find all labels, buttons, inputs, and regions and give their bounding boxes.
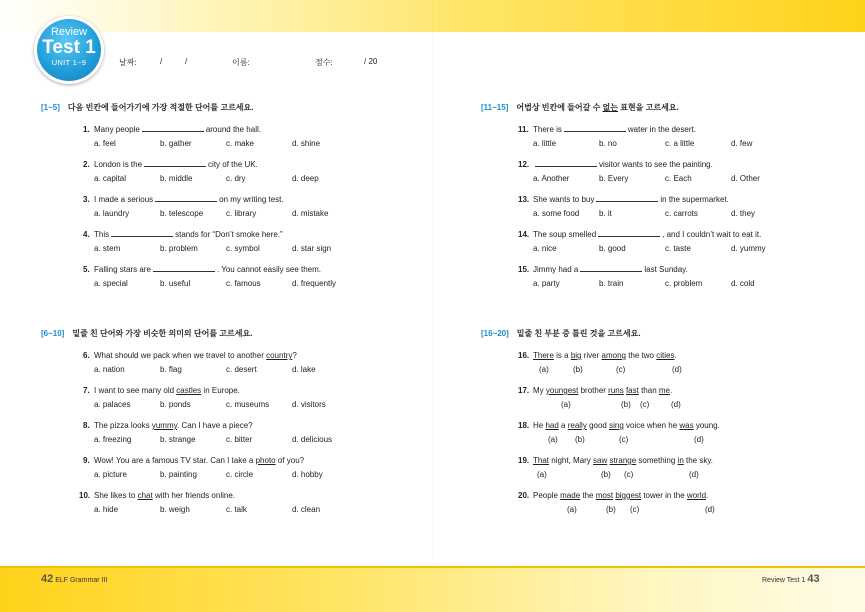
option-b: b. ponds (160, 400, 191, 409)
book-title: ELF Grammar III (55, 577, 108, 584)
option-b: b. no (599, 139, 617, 148)
section-6-10-title: [6~10] 밑줄 친 단어와 가장 비슷한 의미의 단어를 고르세요. (41, 329, 253, 338)
score-total: / 20 (364, 57, 378, 66)
name-label: 이름: (232, 58, 250, 67)
option-c: c. circle (226, 470, 254, 479)
option-d: d. delicious (292, 435, 333, 444)
option-d: d. star sign (292, 244, 332, 253)
test-title: Review Test 1 (762, 577, 806, 584)
option-c: c. bitter (226, 435, 253, 444)
left-page-number: 42 (41, 573, 54, 585)
review-test-badge (34, 16, 104, 84)
label-d: (d) (671, 400, 681, 409)
question-5: 5. Falling stars are . You cannot easily see them. a. special b. useful c. famous d. frequently (83, 265, 337, 288)
option-b: b. middle (160, 174, 193, 183)
question-12: 12. visitor wants to see the painting. a. Another b. Every c. Each d. Other (518, 160, 760, 183)
label-b: (b) (575, 435, 585, 444)
question-1: 1. Many people around the hall. a. feel b. gather c. make d. shine (83, 125, 321, 148)
option-a: a. hide (94, 505, 119, 514)
question-18: 18. He had a really good sing voice when he was young. (a) (b) (c) (d) (518, 421, 720, 444)
page-fold (432, 0, 433, 612)
question-9: 9. Wow! You are a famous TV star. Can I take a photo of you? a. picture b. painting c. circle d. hobby (83, 456, 323, 479)
option-b: b. telescope (160, 209, 204, 218)
label-a: (a) (537, 470, 547, 479)
option-a: a. palaces (94, 400, 131, 409)
option-d: d. frequently (292, 279, 337, 288)
option-d: d. lake (292, 365, 316, 374)
label-c: (c) (624, 470, 634, 479)
option-d: d. shine (292, 139, 321, 148)
question-11: 11. There is water in the desert. a. little b. no c. a little d. few (518, 125, 753, 148)
option-b: b. painting (160, 470, 197, 479)
date-label: 날짜: (119, 58, 137, 67)
label-d: (d) (694, 435, 704, 444)
label-c: (c) (616, 365, 626, 374)
option-c: c. library (226, 209, 257, 218)
option-b: b. Every (599, 174, 629, 183)
option-c: c. Each (665, 174, 692, 183)
label-d: (d) (689, 470, 699, 479)
option-a: a. some food (533, 209, 580, 218)
option-c: c. symbol (226, 244, 260, 253)
question-10: 10. She likes to chat with her friends online. a. hide b. weigh c. talk d. clean (79, 491, 321, 514)
option-b: b. train (599, 279, 624, 288)
question-20: 20. People made the most biggest tower in the world. (a) (b) (c) (d) (518, 491, 715, 514)
option-b: b. problem (160, 244, 198, 253)
question-4: 4. This stands for “Don’t smoke here.” a. stem b. problem c. symbol d. star sign (83, 230, 332, 253)
answer-blank (142, 124, 204, 132)
option-a: a. feel (94, 139, 116, 148)
question-15: 15. Jimmy had a last Sunday. a. party b. train c. problem d. cold (518, 265, 755, 288)
label-a: (a) (548, 435, 558, 444)
answer-blank (598, 229, 660, 237)
label-c: (c) (640, 400, 650, 409)
option-b: b. flag (160, 365, 182, 374)
option-a: a. special (94, 279, 128, 288)
option-c: c. taste (665, 244, 691, 253)
question-8: 8. The pizza looks yummy. Can I have a piece? a. freezing b. strange c. bitter d. delicious (83, 421, 333, 444)
question-16: 16. There is a big river among the two cities. (a) (b) (c) (d) (518, 351, 682, 374)
date-slash-1: / (160, 57, 163, 66)
answer-blank (111, 229, 173, 237)
option-d: d. clean (292, 505, 321, 514)
option-d: d. cold (731, 279, 755, 288)
option-c: c. famous (226, 279, 261, 288)
option-a: a. capital (94, 174, 127, 183)
label-c: (c) (630, 505, 640, 514)
answer-blank (596, 194, 658, 202)
right-page-number: 43 (807, 573, 820, 585)
footer-left (41, 573, 107, 585)
option-a: a. little (533, 139, 557, 148)
label-b: (b) (621, 400, 631, 409)
option-c: c. make (226, 139, 255, 148)
date-slash-2: / (185, 57, 188, 66)
question-14: 14. The soup smelled , and I couldn’t wait to eat it. a. nice b. good c. taste d. yummy (518, 230, 766, 253)
option-a: a. picture (94, 470, 127, 479)
label-d: (d) (705, 505, 715, 514)
option-d: d. Other (731, 174, 760, 183)
label-a: (a) (539, 365, 549, 374)
question-19: 19. That night, Mary saw strange something in the sky. (a) (b) (c) (d) (518, 456, 713, 479)
option-b: b. strange (160, 435, 196, 444)
question-17: 17. My youngest brother runs fast than me. (a) (b) (c) (d) (518, 386, 681, 409)
question-2: 2. London is the city of the UK. a. capital b. middle c. dry d. deep (83, 160, 319, 183)
option-a: a. laundry (94, 209, 130, 218)
label-c: (c) (619, 435, 629, 444)
option-a: a. stem (94, 244, 121, 253)
option-c: c. desert (226, 365, 257, 374)
question-7: 7. I want to see many old castles in Europe. a. palaces b. ponds c. museums d. visitors (83, 386, 326, 409)
question-3: 3. I made a serious on my writing test. a. laundry b. telescope c. library d. mistake (83, 195, 329, 218)
option-d: d. few (731, 139, 753, 148)
section-11-15-title: [11~15] 어법상 빈칸에 들어갈 수 없는 표현을 고르세요. (481, 103, 679, 112)
option-b: b. weigh (160, 505, 190, 514)
option-c: c. problem (665, 279, 703, 288)
option-a: a. party (533, 279, 560, 288)
question-13: 13. She wants to buy in the supermarket. a. some food b. it c. carrots d. they (518, 195, 756, 218)
label-b: (b) (573, 365, 583, 374)
answer-blank (155, 194, 217, 202)
option-c: c. talk (226, 505, 247, 514)
question-6: 6. What should we pack when we travel to another country? a. nation b. flag c. desert d. lake (83, 351, 316, 374)
option-b: b. gather (160, 139, 192, 148)
option-d: d. they (731, 209, 756, 218)
label-a: (a) (567, 505, 577, 514)
option-b: b. it (599, 209, 612, 218)
option-a: a. Another (533, 174, 570, 183)
option-d: d. hobby (292, 470, 323, 479)
option-b: b. good (599, 244, 626, 253)
answer-blank (564, 124, 626, 132)
option-a: a. freezing (94, 435, 132, 444)
option-c: c. museums (226, 400, 270, 409)
option-a: a. nice (533, 244, 557, 253)
badge-unit: UNIT 1~9 (51, 58, 87, 67)
footer-right (762, 573, 820, 585)
option-b: b. useful (160, 279, 191, 288)
option-d: d. mistake (292, 209, 329, 218)
label-d: (d) (672, 365, 682, 374)
badge-test: Test 1 (42, 37, 96, 58)
option-d: d. yummy (731, 244, 766, 253)
section-16-20-title: [16~20] 밑줄 친 부분 중 틀린 것을 고르세요. (481, 329, 641, 338)
footer-banner (0, 568, 865, 612)
answer-blank (535, 159, 597, 167)
label-a: (a) (561, 400, 571, 409)
score-label: 점수: (315, 58, 333, 67)
section-1-5-title: [1~5] 다음 빈칸에 들어가기에 가장 적절한 단어를 고르세요. (41, 103, 254, 112)
option-d: d. deep (292, 174, 319, 183)
answer-blank (144, 159, 206, 167)
answer-blank (153, 264, 215, 272)
answer-blank (580, 264, 642, 272)
option-c: c. dry (226, 174, 246, 183)
label-b: (b) (606, 505, 616, 514)
option-d: d. visitors (292, 400, 326, 409)
badge-review: Review (50, 26, 88, 38)
option-c: c. a little (665, 139, 695, 148)
label-b: (b) (601, 470, 611, 479)
option-c: c. carrots (665, 209, 698, 218)
option-a: a. nation (94, 365, 125, 374)
